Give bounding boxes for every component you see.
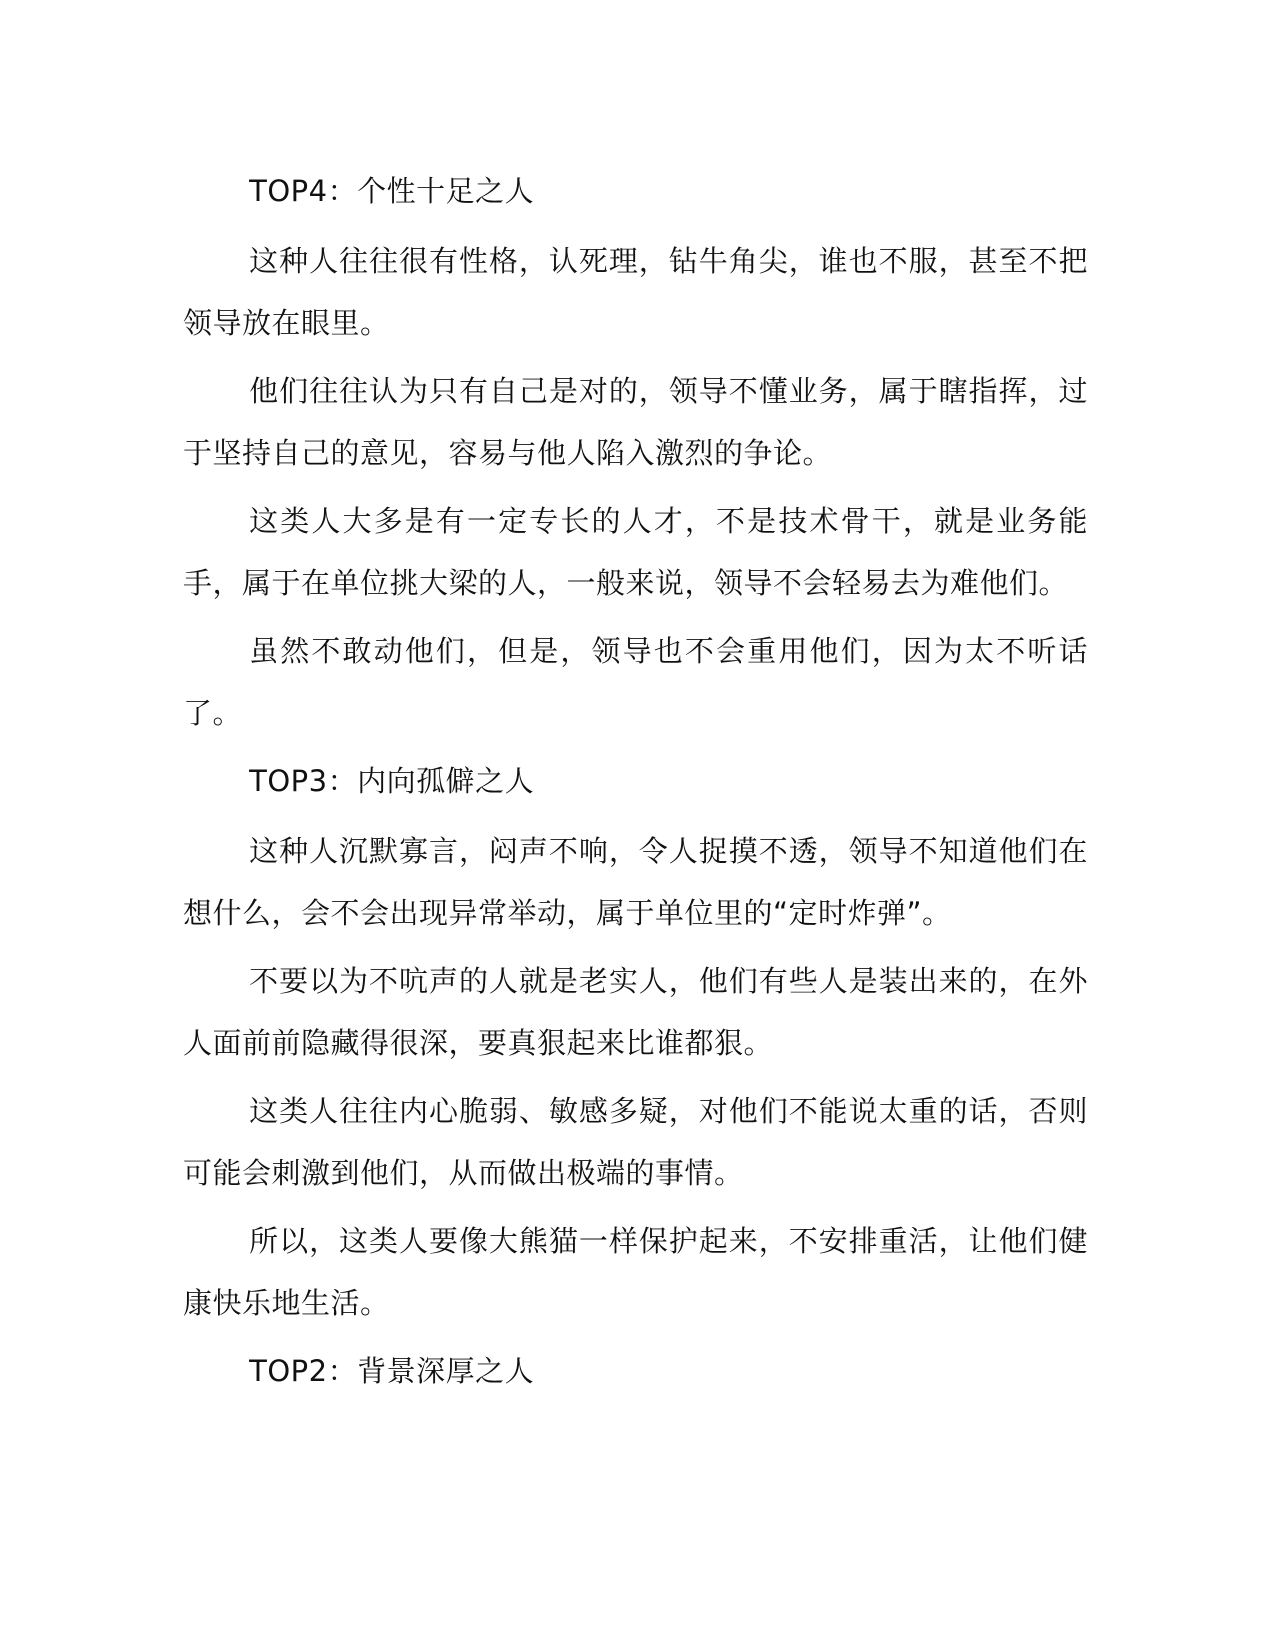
paragraph: 这类人往往内心脆弱、敏感多疑，对他们不能说太重的话，否则可能会刺激到他们，从而做出极端的事情。 <box>183 1094 1088 1190</box>
section-heading-top4: TOP4：个性十足之人 <box>249 174 535 208</box>
paragraph: 虽然不敢动他们，但是，领导也不会重用他们，因为太不听话了。 <box>183 634 1088 730</box>
paragraph: 这类人大多是有一定专长的人才，不是技术骨干，就是业务能手，属于在单位挑大梁的人，一般来说，领导不会轻易去为难他们。 <box>183 504 1088 600</box>
paragraph: 不要以为不吭声的人就是老实人，他们有些人是装出来的，在外人面前前隐藏得很深，要真狠起来比谁都狠。 <box>183 964 1088 1060</box>
paragraph: 这种人往往很有性格，认死理，钻牛角尖，谁也不服，甚至不把领导放在眼里。 <box>183 244 1088 340</box>
section-heading-top2: TOP2：背景深厚之人 <box>249 1354 535 1388</box>
section-heading-top3: TOP3：内向孤僻之人 <box>249 764 535 798</box>
paragraph: 这种人沉默寡言，闷声不响，令人捉摸不透，领导不知道他们在想什么，会不会出现异常举动，属于单位里的“定时炸弹”。 <box>183 834 1088 930</box>
paragraph: 所以，这类人要像大熊猫一样保护起来，不安排重活，让他们健康快乐地生活。 <box>183 1224 1088 1320</box>
paragraph: 他们往往认为只有自己是对的，领导不懂业务，属于瞎指挥，过于坚持自己的意见，容易与他人陷入激烈的争论。 <box>183 374 1088 470</box>
document-body <box>183 160 1088 1410</box>
